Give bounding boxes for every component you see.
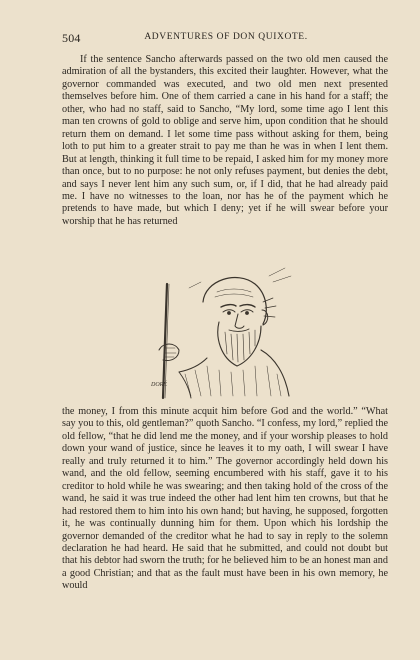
page-number: 504 [62,31,81,45]
old-man-engraving [145,262,295,400]
page-header [62,31,390,45]
paragraph-lower: the money, I from this minute acquit him before God and the world.” “What say you to this, old gentleman?” quoth Sancho. “I confess, my lord,” replied the old fellow, “that he did lend me the money, and if your worship pleases to hold down your wand of justice, since he leaves it to my oath, I will swear I have really and truly returned it to him.” The governor accordingly held down his wand, and the old fellow, seeming encumbered with his staff, gave it to his creditor to hold while he was swearing; and then taking hold of the cross of the wand, he said it was true indeed the other had lent him ten crowns, but that he had restored them to him into his own hand; but having, he supposed, forgotten it, he was continually dunning him for them. Upon which his lordship the governor demanded of the creditor what he had to say in reply to the solemn declaration he had heard. He said that he submitted, and could not doubt but that his debtor had sworn the truth; for he believed him to be an honest man and a good Christian; and that as the fault must have been in his own memory, he would [62,406,388,592]
engraver-signature: DORÉ [151,382,167,388]
running-head: ADVENTURES OF DON QUIXOTE. [144,32,308,42]
old-man-illustration [145,262,295,400]
paragraph-upper: If the sentence Sancho afterwards passed on the two old men caused the admiration of all the bystanders, this excited their laughter. However, what the governor commanded was executed, and two old men next presented themselves before him. One of them carried a cane in his hand for a staff; the other, who had no staff, said to Sancho, “My lord, some time ago I lent this man ten crowns of gold to oblige and serve him, upon condition that he should return them on demand. I let some time pass without asking for them, being loth to put him to a greater strait to pay me than he was in when I lent them. But at length, thinking it full time to be repaid, I asked him for my money more than once, but to no purpose: he not only refuses payment, but denies the debt, and says I never lent him any such sum, or, if I did, that he had already paid me. I have no witnesses to the loan, nor has he of the payment which he pretends to have made, but which I deny; yet if he will swear before your worship that he has returned [62,54,388,227]
